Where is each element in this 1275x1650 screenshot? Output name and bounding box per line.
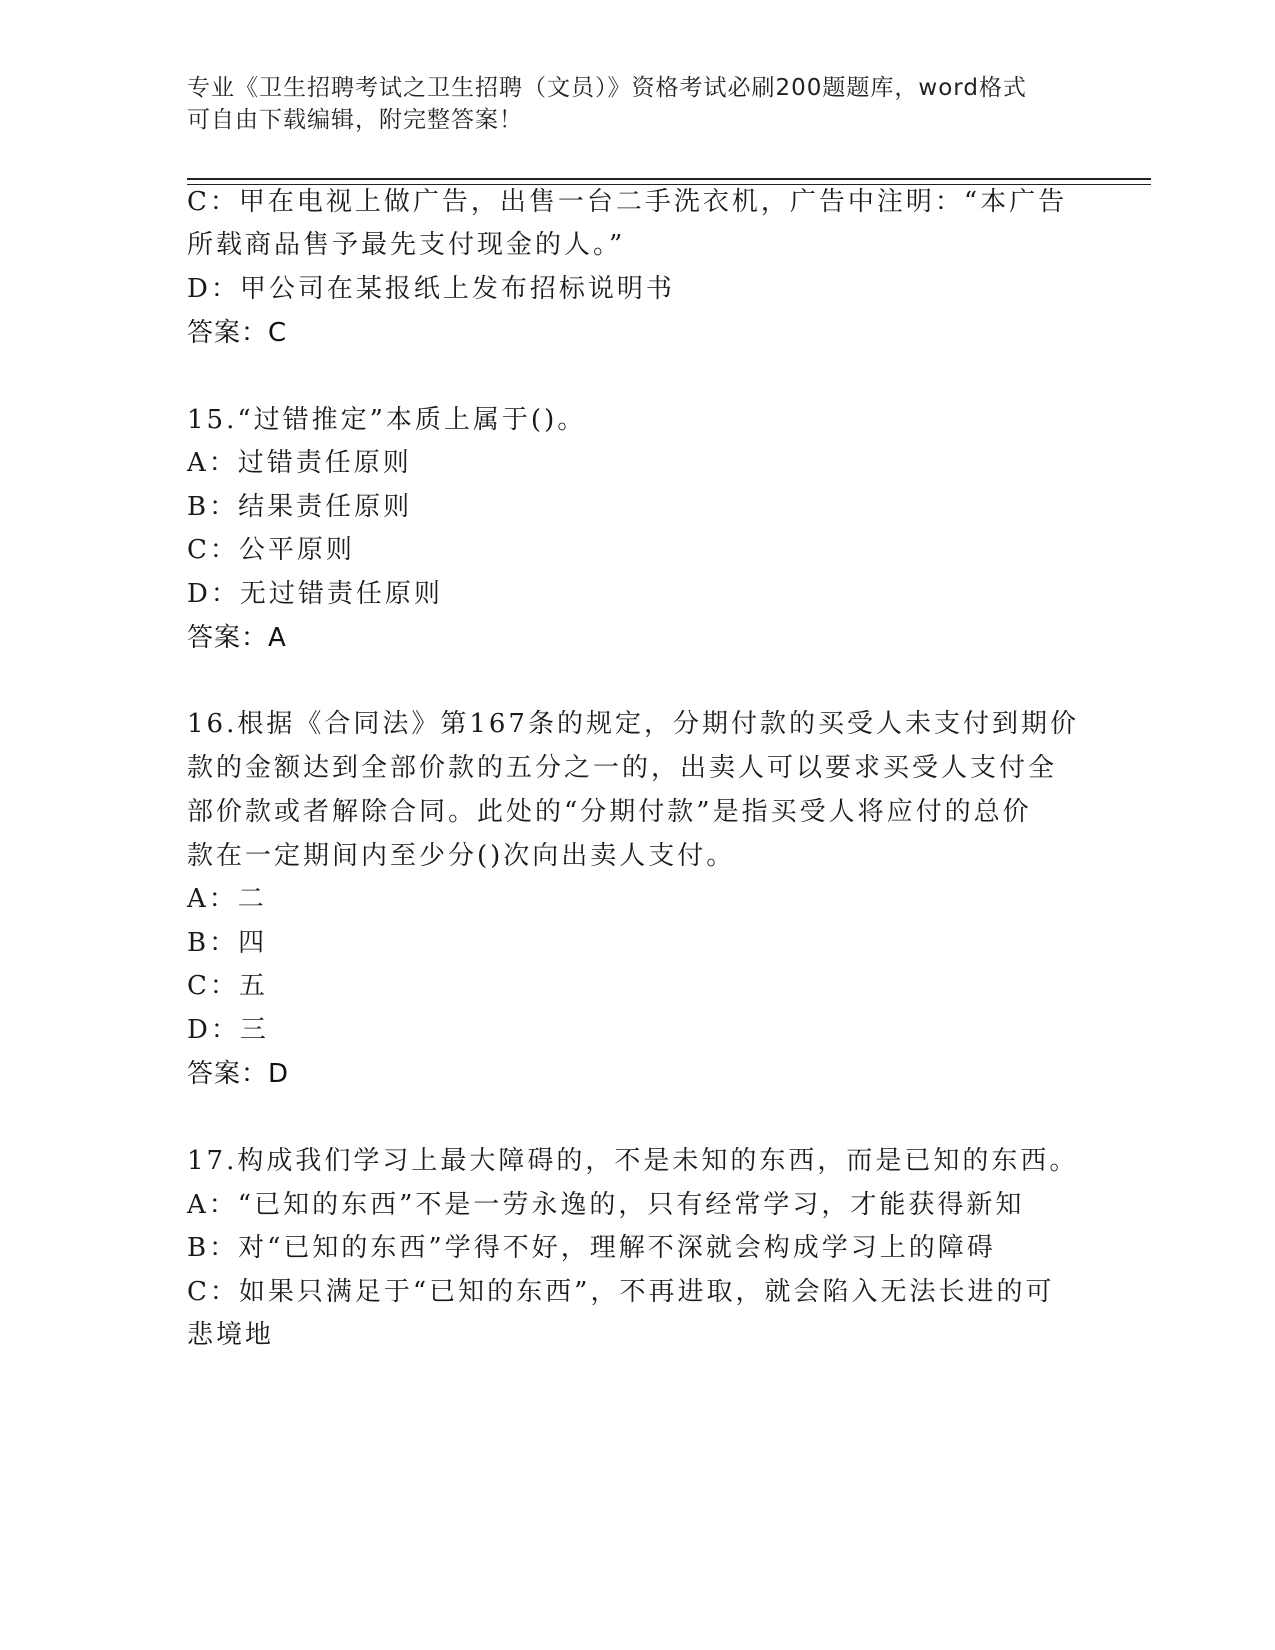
q15-option-c: C：公平原则 — [187, 535, 355, 565]
q15-stem: 15.“过错推定”本质上属于()。 — [187, 405, 587, 435]
q16-answer: 答案：D — [187, 1059, 290, 1089]
q16-stem-line-3: 部价款或者解除合同。此处的“分期付款”是指买受人将应付的总价 — [187, 797, 1032, 827]
q14-option-c-line-1: C：甲在电视上做广告，出售一台二手洗衣机，广告中注明：“本广告 — [187, 187, 1068, 217]
q15-answer: 答案：A — [187, 623, 287, 653]
q17-option-c-line-2: 悲境地 — [187, 1320, 275, 1350]
q16-stem-line-1: 16.根据《合同法》第167条的规定，分期付款的买受人未支付到期价 — [187, 709, 1079, 739]
q14-answer: 答案：C — [187, 318, 288, 348]
q16-option-a: A：二 — [187, 884, 267, 914]
header-divider-thick — [187, 178, 1151, 180]
q16-option-b: B：四 — [187, 928, 268, 958]
q14-option-c-line-2: 所载商品售予最先支付现金的人。” — [187, 230, 626, 260]
header-line-1: 专业《卫生招聘考试之卫生招聘（文员）》资格考试必刷200题题库，word格式 — [187, 75, 1027, 101]
header-line-2: 可自由下载编辑，附完整答案！ — [187, 107, 523, 133]
q15-option-a: A：过错责任原则 — [187, 448, 412, 478]
q17-option-a: A：“已知的东西”不是一劳永逸的，只有经常学习，才能获得新知 — [187, 1190, 1025, 1220]
q16-stem-line-4: 款在一定期间内至少分()次向出卖人支付。 — [187, 841, 736, 871]
q15-option-d: D：无过错责任原则 — [187, 579, 443, 609]
q17-stem: 17.构成我们学习上最大障碍的，不是未知的东西，而是已知的东西。 — [187, 1146, 1079, 1176]
q17-option-b: B：对“已知的东西”学得不好，理解不深就会构成学习上的障碍 — [187, 1233, 996, 1263]
q17-option-c-line-1: C：如果只满足于“已知的东西”，不再进取，就会陷入无法长进的可 — [187, 1277, 1055, 1307]
q15-option-b: B：结果责任原则 — [187, 492, 413, 522]
document-header — [187, 72, 1087, 136]
q14-option-d: D：甲公司在某报纸上发布招标说明书 — [187, 274, 675, 304]
q16-option-d: D：三 — [187, 1015, 269, 1045]
q16-option-c: C：五 — [187, 971, 268, 1001]
q16-stem-line-2: 款的金额达到全部价款的五分之一的，出卖人可以要求买受人支付全 — [187, 753, 1058, 783]
